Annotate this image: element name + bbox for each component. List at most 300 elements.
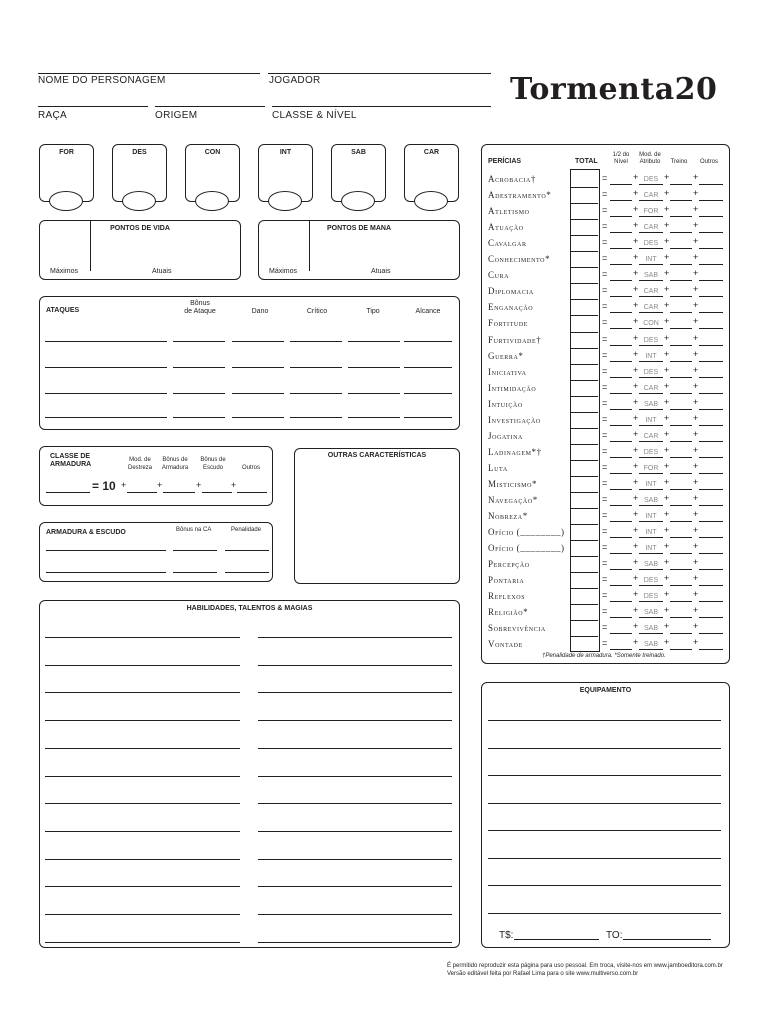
outros-field[interactable] (699, 505, 723, 506)
ataque-line[interactable] (232, 367, 284, 368)
ca-outros-field[interactable] (237, 492, 267, 493)
attribute-box-for[interactable] (39, 144, 94, 202)
habilidade-line[interactable] (258, 942, 452, 943)
plus-sign: + (693, 541, 699, 552)
to-label: TO: (606, 930, 623, 941)
mod-field[interactable] (639, 409, 663, 410)
outros-field[interactable] (699, 377, 723, 378)
habilidade-line[interactable] (258, 720, 452, 721)
habilidade-line[interactable] (45, 665, 240, 666)
ataque-line[interactable] (404, 367, 452, 368)
ataque-line[interactable] (290, 393, 342, 394)
half-level-field[interactable] (610, 553, 632, 554)
ts-field[interactable] (514, 939, 599, 940)
mod-field[interactable] (639, 441, 663, 442)
skill-attribute: DES (643, 240, 659, 248)
ataques-box (39, 296, 460, 430)
skill-attribute: FOR (643, 464, 659, 472)
treino-field[interactable] (670, 345, 692, 346)
half-level-field[interactable] (610, 184, 632, 185)
total-divider (570, 636, 598, 637)
outros-field[interactable] (699, 200, 723, 201)
plus-sign: + (633, 509, 639, 520)
plus-sign: + (664, 605, 670, 616)
habilidade-line[interactable] (45, 859, 240, 860)
classe-armadura-box (39, 446, 273, 506)
outros-field[interactable] (699, 585, 723, 586)
skill-attribute: SAB (643, 561, 658, 569)
mod-field[interactable] (639, 312, 663, 313)
half-level-field[interactable] (610, 312, 632, 313)
mod-field[interactable] (639, 248, 663, 249)
plus-sign: + (693, 525, 699, 536)
half-level-field[interactable] (610, 296, 632, 297)
treino-field[interactable] (670, 553, 692, 554)
outros-field[interactable] (699, 441, 723, 442)
attribute-box-con[interactable] (185, 144, 240, 202)
skill-name: Conhecimento* (488, 254, 551, 265)
mod-field[interactable] (639, 585, 663, 586)
half-level-field[interactable] (610, 345, 632, 346)
habilidade-line[interactable] (45, 720, 240, 721)
treino-field[interactable] (670, 361, 692, 362)
outros-field[interactable] (699, 393, 723, 394)
habilidade-line[interactable] (258, 692, 452, 693)
half-level-field[interactable] (610, 425, 632, 426)
habilidade-line[interactable] (45, 914, 240, 915)
outros-field[interactable] (699, 473, 723, 474)
mod-field[interactable] (639, 489, 663, 490)
mod-field[interactable] (639, 649, 663, 650)
skill-attribute: INT (645, 480, 657, 488)
treino-field[interactable] (670, 537, 692, 538)
ataque-line[interactable] (232, 341, 284, 342)
skill-row (482, 557, 729, 573)
plus-sign: + (664, 268, 670, 279)
outros-field[interactable] (699, 425, 723, 426)
ataque-line[interactable] (45, 417, 167, 418)
habilidade-line[interactable] (45, 831, 240, 832)
habilidade-line[interactable] (45, 942, 240, 943)
treino-field[interactable] (670, 521, 692, 522)
nome-field[interactable] (38, 73, 260, 74)
armadura-penal-field[interactable] (225, 550, 269, 551)
habilidade-line[interactable] (258, 886, 452, 887)
plus-1: + (121, 480, 127, 490)
outros-field[interactable] (699, 553, 723, 554)
habilidade-line[interactable] (45, 886, 240, 887)
treino-field[interactable] (670, 377, 692, 378)
half-level-field[interactable] (610, 200, 632, 201)
habilidade-line[interactable] (258, 665, 452, 666)
attribute-box-int[interactable] (258, 144, 313, 202)
attribute-modifier-oval[interactable] (49, 191, 83, 211)
habilidade-line[interactable] (45, 776, 240, 777)
half-level-field[interactable] (610, 232, 632, 233)
outros-field[interactable] (699, 248, 723, 249)
outros-field[interactable] (699, 361, 723, 362)
skill-attribute: INT (645, 416, 657, 424)
plus-sign: + (693, 172, 699, 182)
half-level-field[interactable] (610, 569, 632, 570)
plus-sign: + (693, 428, 699, 439)
skill-name: Diplomacia (488, 286, 534, 297)
ca-title-2: ARMADURA (50, 461, 92, 468)
attribute-label: SAB (351, 149, 366, 156)
skill-row (482, 541, 729, 557)
plus-sign: + (693, 589, 699, 600)
half-level-field[interactable] (610, 633, 632, 634)
half-level-field[interactable] (610, 264, 632, 265)
skill-row (482, 365, 729, 381)
equals-sign: = (602, 381, 608, 392)
outros-field[interactable] (699, 345, 723, 346)
half-level-field[interactable] (610, 617, 632, 618)
ataque-line[interactable] (173, 341, 225, 342)
mod-field[interactable] (639, 264, 663, 265)
armadura-name-field[interactable] (46, 550, 166, 551)
skill-row (482, 573, 729, 589)
ca-arm-field[interactable] (163, 492, 195, 493)
treino-field[interactable] (670, 505, 692, 506)
mod-field[interactable] (639, 473, 663, 474)
total-divider (570, 219, 598, 220)
treino-field[interactable] (670, 328, 692, 329)
attribute-modifier-oval[interactable] (195, 191, 229, 211)
treino-field[interactable] (670, 649, 692, 650)
treino-field[interactable] (670, 312, 692, 313)
mod-field[interactable] (639, 216, 663, 217)
escudo-name-field[interactable] (46, 572, 166, 573)
vida-divider (90, 221, 91, 271)
plus-sign: + (633, 252, 639, 263)
pericias-footnote: †Penalidade de armadura. *Somente treinado. (542, 653, 666, 659)
mod-field[interactable] (639, 425, 663, 426)
skill-name: Cavalgar (488, 238, 527, 249)
ataque-line[interactable] (290, 341, 342, 342)
ataque-line[interactable] (290, 367, 342, 368)
attribute-modifier-oval[interactable] (122, 191, 156, 211)
equipamento-line[interactable] (488, 720, 721, 721)
treino-field[interactable] (670, 473, 692, 474)
mod-field[interactable] (639, 505, 663, 506)
outros-field[interactable] (699, 216, 723, 217)
attribute-box-car[interactable] (404, 144, 459, 202)
treino-field[interactable] (670, 617, 692, 618)
raca-label: RAÇA (38, 110, 67, 121)
jogador-field[interactable] (268, 73, 491, 74)
mod-field[interactable] (639, 537, 663, 538)
outros-field[interactable] (699, 601, 723, 602)
ataque-line[interactable] (45, 341, 167, 342)
mod-field[interactable] (639, 457, 663, 458)
attribute-modifier-oval[interactable] (268, 191, 302, 211)
attribute-modifier-oval[interactable] (341, 191, 375, 211)
equals-sign: = (602, 365, 608, 376)
treino-field[interactable] (670, 393, 692, 394)
skill-name: Nobreza* (488, 511, 528, 522)
ataque-line[interactable] (232, 417, 284, 418)
equipamento-line[interactable] (488, 775, 721, 776)
habilidade-line[interactable] (45, 803, 240, 804)
ataque-line[interactable] (348, 417, 400, 418)
ataque-line[interactable] (348, 393, 400, 394)
mod-field[interactable] (639, 345, 663, 346)
half-level-field[interactable] (610, 601, 632, 602)
skill-name: Ofício (________) (488, 543, 565, 554)
skill-row (482, 316, 729, 332)
half-level-field[interactable] (610, 441, 632, 442)
habilidade-line[interactable] (258, 748, 452, 749)
equipamento-line[interactable] (488, 858, 721, 859)
skill-name: Sobrevivência (488, 623, 546, 634)
habilidade-line[interactable] (258, 776, 452, 777)
ataque-line[interactable] (404, 341, 452, 342)
ataque-line[interactable] (45, 367, 167, 368)
outros-field[interactable] (699, 489, 723, 490)
escudo-penal-field[interactable] (225, 572, 269, 573)
mod-field[interactable] (639, 553, 663, 554)
mod-field[interactable] (639, 377, 663, 378)
skill-row (482, 333, 729, 349)
plus-sign: + (664, 204, 670, 215)
skill-row (482, 381, 729, 397)
footer-line-1: É permitido reproduzir esta página para uso pessoal. Em troca, visite-nos em www.jamboeditora.com.br (447, 963, 723, 969)
armadura-bonus-field[interactable] (173, 550, 217, 551)
equals-sign: = (602, 590, 608, 601)
plus-sign: + (633, 316, 639, 327)
half-level-field[interactable] (610, 585, 632, 586)
treino-field[interactable] (670, 489, 692, 490)
ataque-line[interactable] (173, 367, 225, 368)
total-divider (570, 283, 598, 284)
half-level-field[interactable] (610, 248, 632, 249)
outros-field[interactable] (699, 409, 723, 410)
total-divider (570, 332, 598, 333)
treino-field[interactable] (670, 601, 692, 602)
half-level-field[interactable] (610, 377, 632, 378)
outros-field[interactable] (699, 328, 723, 329)
mod-field[interactable] (639, 633, 663, 634)
classe-field[interactable] (272, 106, 491, 107)
treino-field[interactable] (670, 633, 692, 634)
skill-attribute: CON (643, 320, 659, 328)
mod-field[interactable] (639, 328, 663, 329)
ca-des-field[interactable] (127, 492, 157, 493)
treino-field[interactable] (670, 569, 692, 570)
habilidade-line[interactable] (258, 859, 452, 860)
mod-field[interactable] (639, 617, 663, 618)
outros-field[interactable] (699, 649, 723, 650)
mod-field[interactable] (639, 393, 663, 394)
plus-sign: + (664, 541, 670, 552)
equipamento-line[interactable] (488, 748, 721, 749)
attribute-box-sab[interactable] (331, 144, 386, 202)
outros-field[interactable] (699, 312, 723, 313)
bonus-esc-1: Bônus de (200, 457, 226, 463)
penalidade-label: Penalidade (231, 527, 262, 533)
mod-field[interactable] (639, 280, 663, 281)
vida-max-label: Máximos (50, 268, 79, 275)
skill-name: Iniciativa (488, 366, 527, 377)
mod-field[interactable] (639, 361, 663, 362)
outros-field[interactable] (699, 296, 723, 297)
outros-field[interactable] (699, 280, 723, 281)
mod-field[interactable] (639, 601, 663, 602)
attribute-label: CAR (423, 149, 440, 156)
half-level-field[interactable] (610, 328, 632, 329)
half-level-field[interactable] (610, 216, 632, 217)
mod-field[interactable] (639, 232, 663, 233)
skill-attribute: CAR (643, 288, 659, 296)
plus-sign: + (664, 637, 670, 648)
skill-row (482, 284, 729, 300)
skill-name: Guerra* (488, 350, 524, 361)
treino-field[interactable] (670, 425, 692, 426)
vida-title: PONTOS DE VIDA (110, 225, 170, 232)
to-field[interactable] (623, 939, 711, 940)
mod-field[interactable] (639, 569, 663, 570)
mod-atrib-2: Atributo (639, 159, 661, 165)
total-divider (570, 588, 598, 589)
plus-sign: + (664, 493, 670, 503)
treino-field[interactable] (670, 232, 692, 233)
equals-sign: = (602, 494, 608, 504)
skill-name: Ofício (________) (488, 527, 565, 538)
logo-number: 20 (674, 72, 718, 107)
plus-sign: + (633, 396, 639, 407)
half-level-field[interactable] (610, 280, 632, 281)
equals-sign: = (602, 253, 608, 264)
pericias-box (481, 144, 730, 664)
total-divider (570, 620, 598, 621)
half-level-field[interactable] (610, 473, 632, 474)
half-level-field[interactable] (610, 521, 632, 522)
treino-field[interactable] (670, 296, 692, 297)
outros-field[interactable] (699, 633, 723, 634)
habilidade-line[interactable] (258, 831, 452, 832)
total-divider (570, 203, 598, 204)
half-level-field[interactable] (610, 457, 632, 458)
mod-field[interactable] (639, 296, 663, 297)
plus-sign: + (693, 284, 699, 295)
equals-sign: = (602, 526, 608, 537)
equipamento-line[interactable] (488, 885, 721, 886)
attribute-box-des[interactable] (112, 144, 167, 202)
skill-row (482, 220, 729, 236)
ataque-line[interactable] (45, 393, 167, 394)
half-level-field[interactable] (610, 361, 632, 362)
outros-field[interactable] (699, 184, 723, 185)
treino-field[interactable] (670, 200, 692, 201)
origem-field[interactable] (155, 106, 265, 107)
skill-row (482, 188, 729, 204)
treino-field[interactable] (670, 248, 692, 249)
total-divider (570, 476, 598, 477)
equipamento-line[interactable] (488, 803, 721, 804)
equipamento-line[interactable] (488, 913, 721, 914)
treino-field[interactable] (670, 585, 692, 586)
mod-atrib-1: Mod. de (639, 152, 661, 158)
outros-field[interactable] (699, 521, 723, 522)
half-level-field[interactable] (610, 505, 632, 506)
ca-esc-field[interactable] (202, 492, 232, 493)
skill-name: Pontaria (488, 575, 525, 586)
equipamento-line[interactable] (488, 830, 721, 831)
habilidade-line[interactable] (45, 748, 240, 749)
plus-sign: + (664, 348, 670, 359)
habilidade-line[interactable] (45, 637, 240, 638)
ataque-line[interactable] (404, 417, 452, 418)
escudo-bonus-field[interactable] (173, 572, 217, 573)
ataque-line[interactable] (290, 417, 342, 418)
habilidade-line[interactable] (258, 803, 452, 804)
ataque-line[interactable] (348, 367, 400, 368)
outros-field[interactable] (699, 537, 723, 538)
plus-sign: + (693, 252, 699, 263)
habilidade-line[interactable] (45, 692, 240, 693)
ataque-line[interactable] (348, 341, 400, 342)
treino-field[interactable] (670, 184, 692, 185)
ataque-line[interactable] (404, 393, 452, 394)
treino-field[interactable] (670, 216, 692, 217)
plus-sign: + (664, 557, 670, 568)
treino-field[interactable] (670, 409, 692, 410)
raca-field[interactable] (38, 106, 148, 107)
total-divider (570, 524, 598, 525)
attribute-modifier-oval[interactable] (414, 191, 448, 211)
ataque-line[interactable] (173, 417, 225, 418)
half-level-field[interactable] (610, 393, 632, 394)
plus-sign: + (664, 573, 670, 584)
outros-field[interactable] (699, 617, 723, 618)
equals-sign: = (602, 510, 608, 521)
treino-field[interactable] (670, 264, 692, 265)
total-divider (570, 460, 598, 461)
outras-title: OUTRAS CARACTERÍSTICAS (327, 452, 427, 459)
mod-field[interactable] (639, 200, 663, 201)
treino-field[interactable] (670, 457, 692, 458)
treino-field[interactable] (670, 280, 692, 281)
skill-name: Intuição (488, 398, 523, 409)
plus-3: + (196, 480, 202, 490)
plus-sign: + (693, 204, 699, 215)
mod-field[interactable] (639, 521, 663, 522)
outros-field[interactable] (699, 457, 723, 458)
plus-sign: + (633, 188, 639, 199)
mod-field[interactable] (639, 184, 663, 185)
skill-name: Furtividade† (488, 334, 542, 345)
half-level-field[interactable] (610, 649, 632, 650)
outros-field[interactable] (699, 569, 723, 570)
habilidade-line[interactable] (258, 914, 452, 915)
ca-total-field[interactable] (46, 492, 90, 493)
outros-field[interactable] (699, 232, 723, 233)
plus-sign: + (633, 460, 639, 471)
treino-field[interactable] (670, 441, 692, 442)
half-level-field[interactable] (610, 489, 632, 490)
ataque-line[interactable] (173, 393, 225, 394)
ataque-line[interactable] (232, 393, 284, 394)
mod-des-1: Mod. de (129, 457, 151, 463)
plus-sign: + (664, 332, 670, 343)
half-level-field[interactable] (610, 537, 632, 538)
outras-caracteristicas-box[interactable] (294, 448, 460, 584)
skill-name: Investigação (488, 414, 541, 425)
habilidade-line[interactable] (258, 637, 452, 638)
half-level-field[interactable] (610, 409, 632, 410)
outros-field[interactable] (699, 264, 723, 265)
